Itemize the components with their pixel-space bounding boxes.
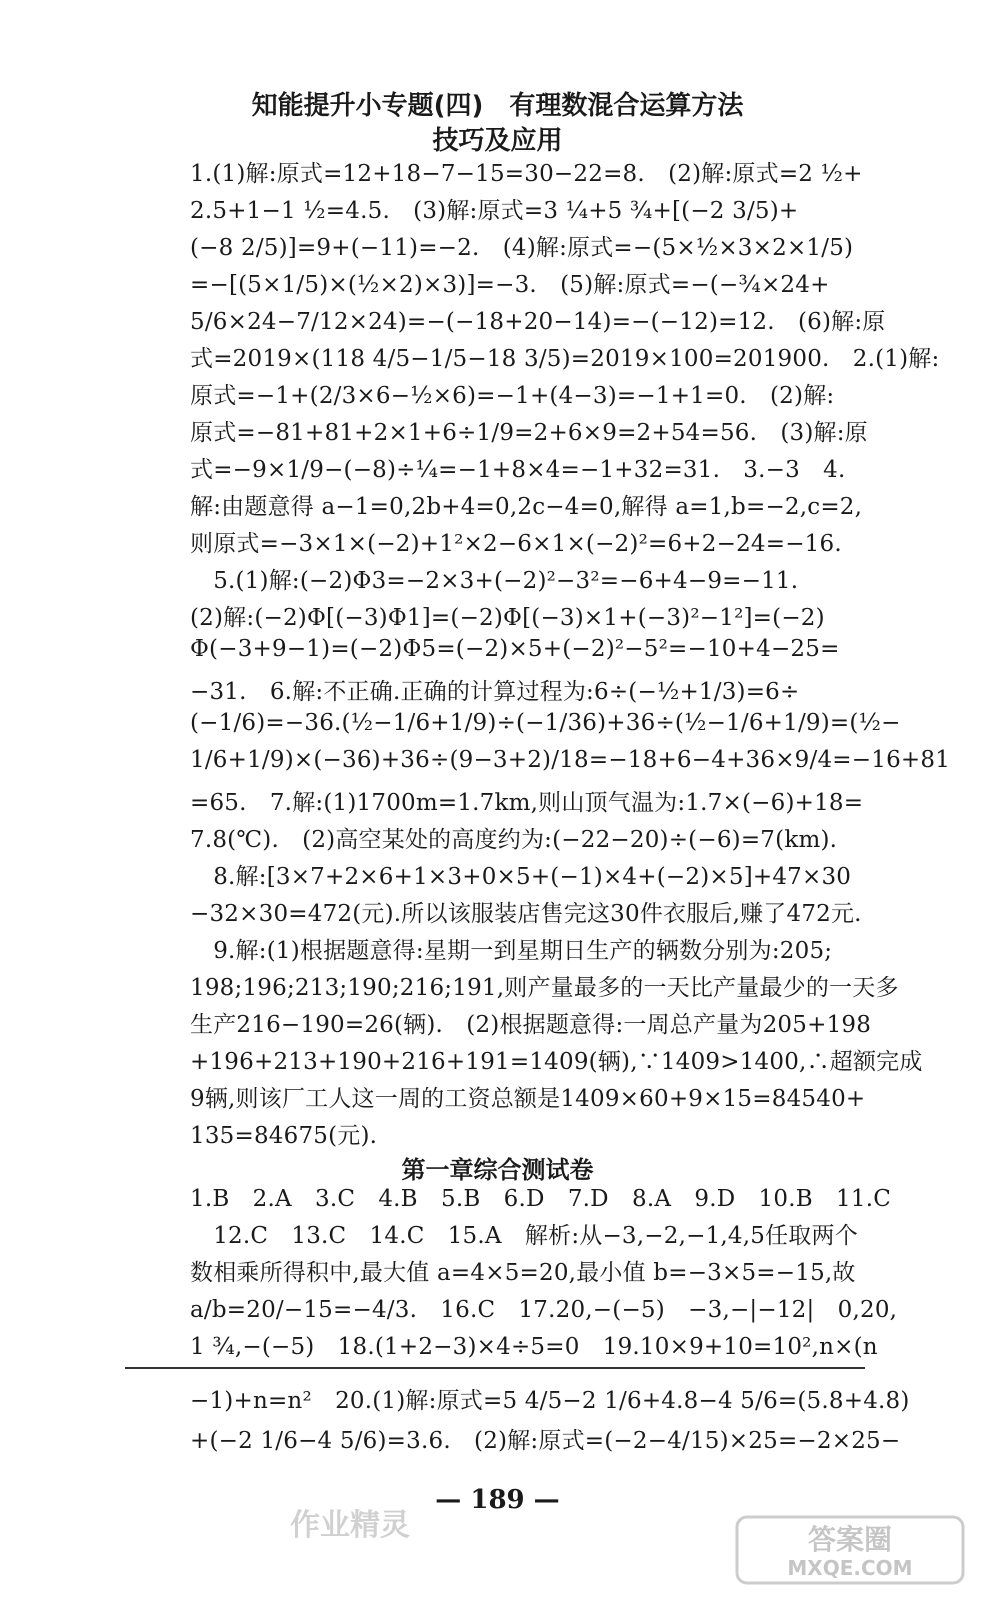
text-line: 7.8(℃). (2)高空某处的高度约为:(−22−20)÷(−6)=7(km). [190,827,838,853]
text-line: 原式=−81+81+2×1+6÷1/9=2+6×9=2+54=56. (3)解:原 [190,420,868,446]
text-line: 解:由题意得 a−1=0,2b+4=0,2c−4=0,解得 a=1,b=−2,c=2, [190,494,863,520]
section-title-line2: 技巧及应用 [432,126,563,156]
text-line: 135=84675(元). [190,1123,378,1149]
text-line: 原式=−1+(2/3×6−½×6)=−1+(4−3)=−1+1=0. (2)解: [190,383,835,409]
page-number: — 189 — [435,1485,560,1515]
text-line: 8.解:[3×7+2×6+1×3+0×5+(−1)×4+(−2)×5]+47×30 [190,864,852,890]
text-line: −31. 6.解:不正确.正确的计算过程为:6÷(−½+1/3)=6÷ [190,679,800,705]
text-line: 则原式=−3×1×(−2)+1²×2−6×1×(−2)²=6+2−24=−16. [190,531,842,557]
text-line: 198;196;213;190;216;191,则产量最多的一天比产量最少的一天多 [190,975,899,1001]
text-line: 1/6+1/9)×(−36)+36÷(9−3+2)/18=−18+6−4+36×9/4=−16+81 [190,747,951,773]
text-line: −1)+n=n² 20.(1)解:原式=5 4/5−2 1/6+4.8−4 5/6=(5.8+4.8) [190,1388,910,1414]
text-line: 9.解:(1)根据题意得:星期一到星期日生产的辆数分别为:205; [190,938,833,964]
text-line: 2.5+1−1 ½=4.5. (3)解:原式=3 ¼+5 ¾+[(−2 3/5)+ [190,198,799,224]
text-line: =65. 7.解:(1)1700m=1.7km,则山顶气温为:1.7×(−6)+18= [190,790,864,816]
text-line: 5/6×24−7/12×24)=−(−18+20−14)=−(−12)=12. (6)解:原 [190,309,886,335]
text-line: Φ(−3+9−1)=(−2)Φ5=(−2)×5+(−2)²−5²=−10+4−25= [190,636,840,662]
chapter-test-title: 第一章综合测试卷 [401,1156,594,1184]
text-line: 数相乘所得积中,最大值 a=4×5=20,最小值 b=−3×5=−15,故 [190,1260,856,1286]
text-line: +(−2 1/6−4 5/6)=3.6. (2)解:原式=(−2−4/15)×25=−2×25− [190,1428,901,1454]
text-line: 12.C 13.C 14.C 15.A 解析:从−3,−2,−1,4,5任取两个 [190,1223,858,1249]
text-line: +196+213+190+216+191=1409(辆),∵1409>1400,∴超额完成 [190,1049,923,1075]
watermark-text: 作业精灵 [290,1508,410,1543]
text-line: 9辆,则该厂工人这一周的工资总额是1409×60+9×15=84540+ [190,1086,866,1112]
text-line: 式=−9×1/9−(−8)÷¼=−1+8×4=−1+32=31. 3.−3 4. [190,457,846,483]
text-line: 1 ¾,−(−5) 18.(1+2−3)×4÷5=0 19.10×9+10=10²,n×(n [190,1334,878,1360]
text-line: a/b=20/−15=−4/3. 16.C 17.20,−(−5) −3,−|−12| 0,20, [190,1297,898,1323]
column-separator [125,1367,865,1369]
text-line: (−1/6)=−36.(½−1/6+1/9)÷(−1/36)+36÷(½−1/6+1/9)=(½− [190,710,901,736]
text-line: 式=2019×(118 4/5−1/5−18 3/5)=2019×100=201900. 2.(1)解: [190,346,940,372]
section-title-line1: 知能提升小专题(四) 有理数混合运算方法 [251,91,744,121]
site-logo [735,1515,965,1585]
text-line: 5.(1)解:(−2)Φ3=−2×3+(−2)²−3²=−6+4−9=−11. [190,568,799,594]
text-line: 1.B 2.A 3.C 4.B 5.B 6.D 7.D 8.A 9.D 10.B 11.C [190,1186,891,1212]
logo-text: 答案圈 [807,1523,893,1556]
text-line: (−8 2/5)]=9+(−11)=−2. (4)解:原式=−(5×½×3×2×1/5) [190,235,854,261]
text-line: =−[(5×1/5)×(½×2)×3)]=−3. (5)解:原式=−(−¾×24+ [190,272,830,298]
text-line: 生产216−190=26(辆). (2)根据题意得:一周总产量为205+198 [190,1012,872,1038]
logo-url: MXQE.COM [787,1556,913,1580]
text-line: (2)解:(−2)Φ[(−3)Φ1]=(−2)Φ[(−3)×1+(−3)²−1²]=(−2) [190,605,825,631]
text-line: 1.(1)解:原式=12+18−7−15=30−22=8. (2)解:原式=2 ½+ [190,161,863,187]
text-line: −32×30=472(元).所以该服装店售完这30件衣服后,赚了472元. [190,901,862,927]
